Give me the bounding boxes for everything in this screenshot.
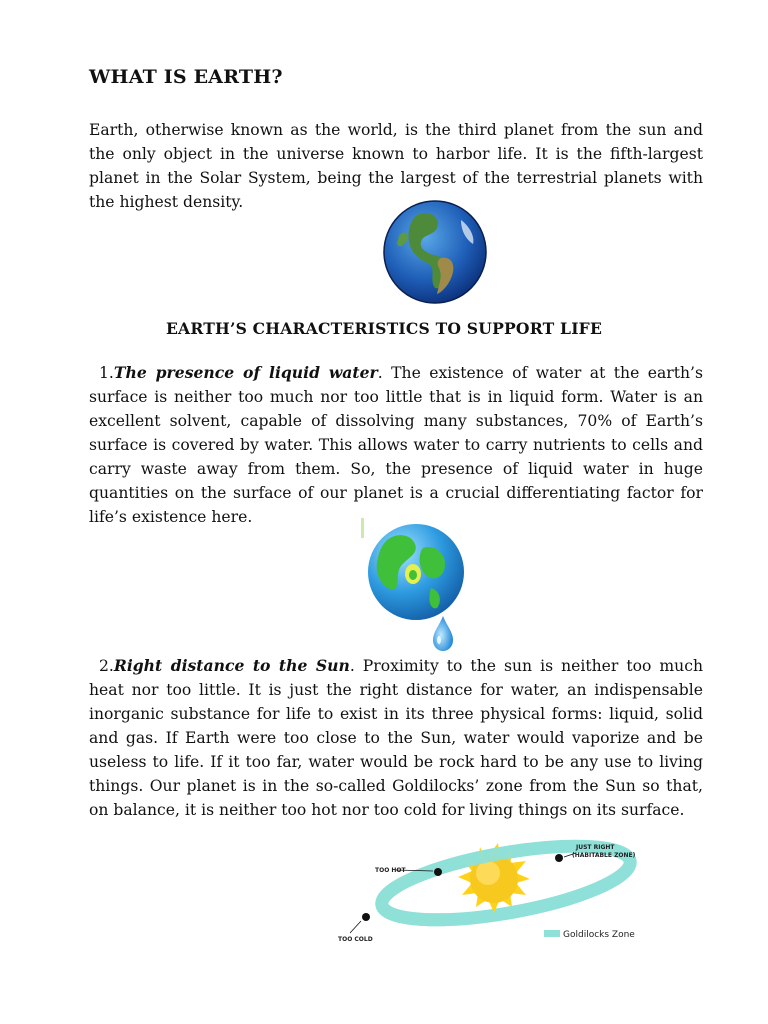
- legend-swatch: [544, 930, 560, 937]
- earth-water-drop-image: [361, 518, 471, 653]
- item-term: Right distance to the Sun: [113, 656, 350, 675]
- item-number: 1.: [99, 364, 114, 382]
- goldilocks-zone-diagram: [330, 835, 650, 960]
- section-heading: EARTH’S CHARACTERISTICS TO SUPPORT LIFE: [165, 319, 603, 338]
- just-right-label: JUST RIGHT: [576, 844, 615, 851]
- item-distance-sun: [89, 654, 703, 822]
- item-liquid-water: [89, 361, 703, 529]
- too-cold-marker: [362, 913, 370, 921]
- legend-label: Goldilocks Zone: [563, 930, 635, 940]
- item-text: . Proximity to the sun is neither too much heat nor too little. It is just the right distance for water, an indispensable inorganic substance for life to exist in its three physical forms: liquid, solid and gas. If Earth were too close to the Sun, water would vaporize and be useless to life. If it too far, water would be rock hard to be any use to living things. Our planet is in the so-called Goldilocks’ zone from the Sun so that, on balance, it is neither too hot nor too cold for living things on its surface.: [89, 657, 704, 819]
- page-title: WHAT IS EARTH?: [89, 66, 283, 88]
- intro-paragraph: Earth, otherwise known as the world, is the third planet from the sun and the only object in the universe known to harbor life. It is the fifth-largest planet in the Solar System, being the largest of the terrestrial planets with the highest density.: [89, 121, 703, 211]
- just-right-marker: [555, 854, 563, 862]
- habitable-zone-label: (HABITABLE ZONE): [572, 852, 636, 859]
- too-cold-label: TOO COLD: [338, 936, 373, 943]
- item-number: 2.: [99, 657, 114, 675]
- item-text: . The existence of water at the earth’s surface is neither too much nor too little that is in liquid form. Water is an excellent solvent, capable of dissolving many substances, 70% of Earth’s surface is covered by water. This allows water to carry nutrients to cells and carry waste away from them. So, the presence of liquid water in huge quantities on the surface of our planet is a crucial differentiating factor for life’s existence here.: [89, 364, 703, 526]
- earth-globe-image: [381, 196, 489, 308]
- too-hot-label: TOO HOT: [375, 867, 406, 874]
- too-hot-marker: [434, 868, 442, 876]
- item-term: The presence of liquid water: [113, 363, 378, 382]
